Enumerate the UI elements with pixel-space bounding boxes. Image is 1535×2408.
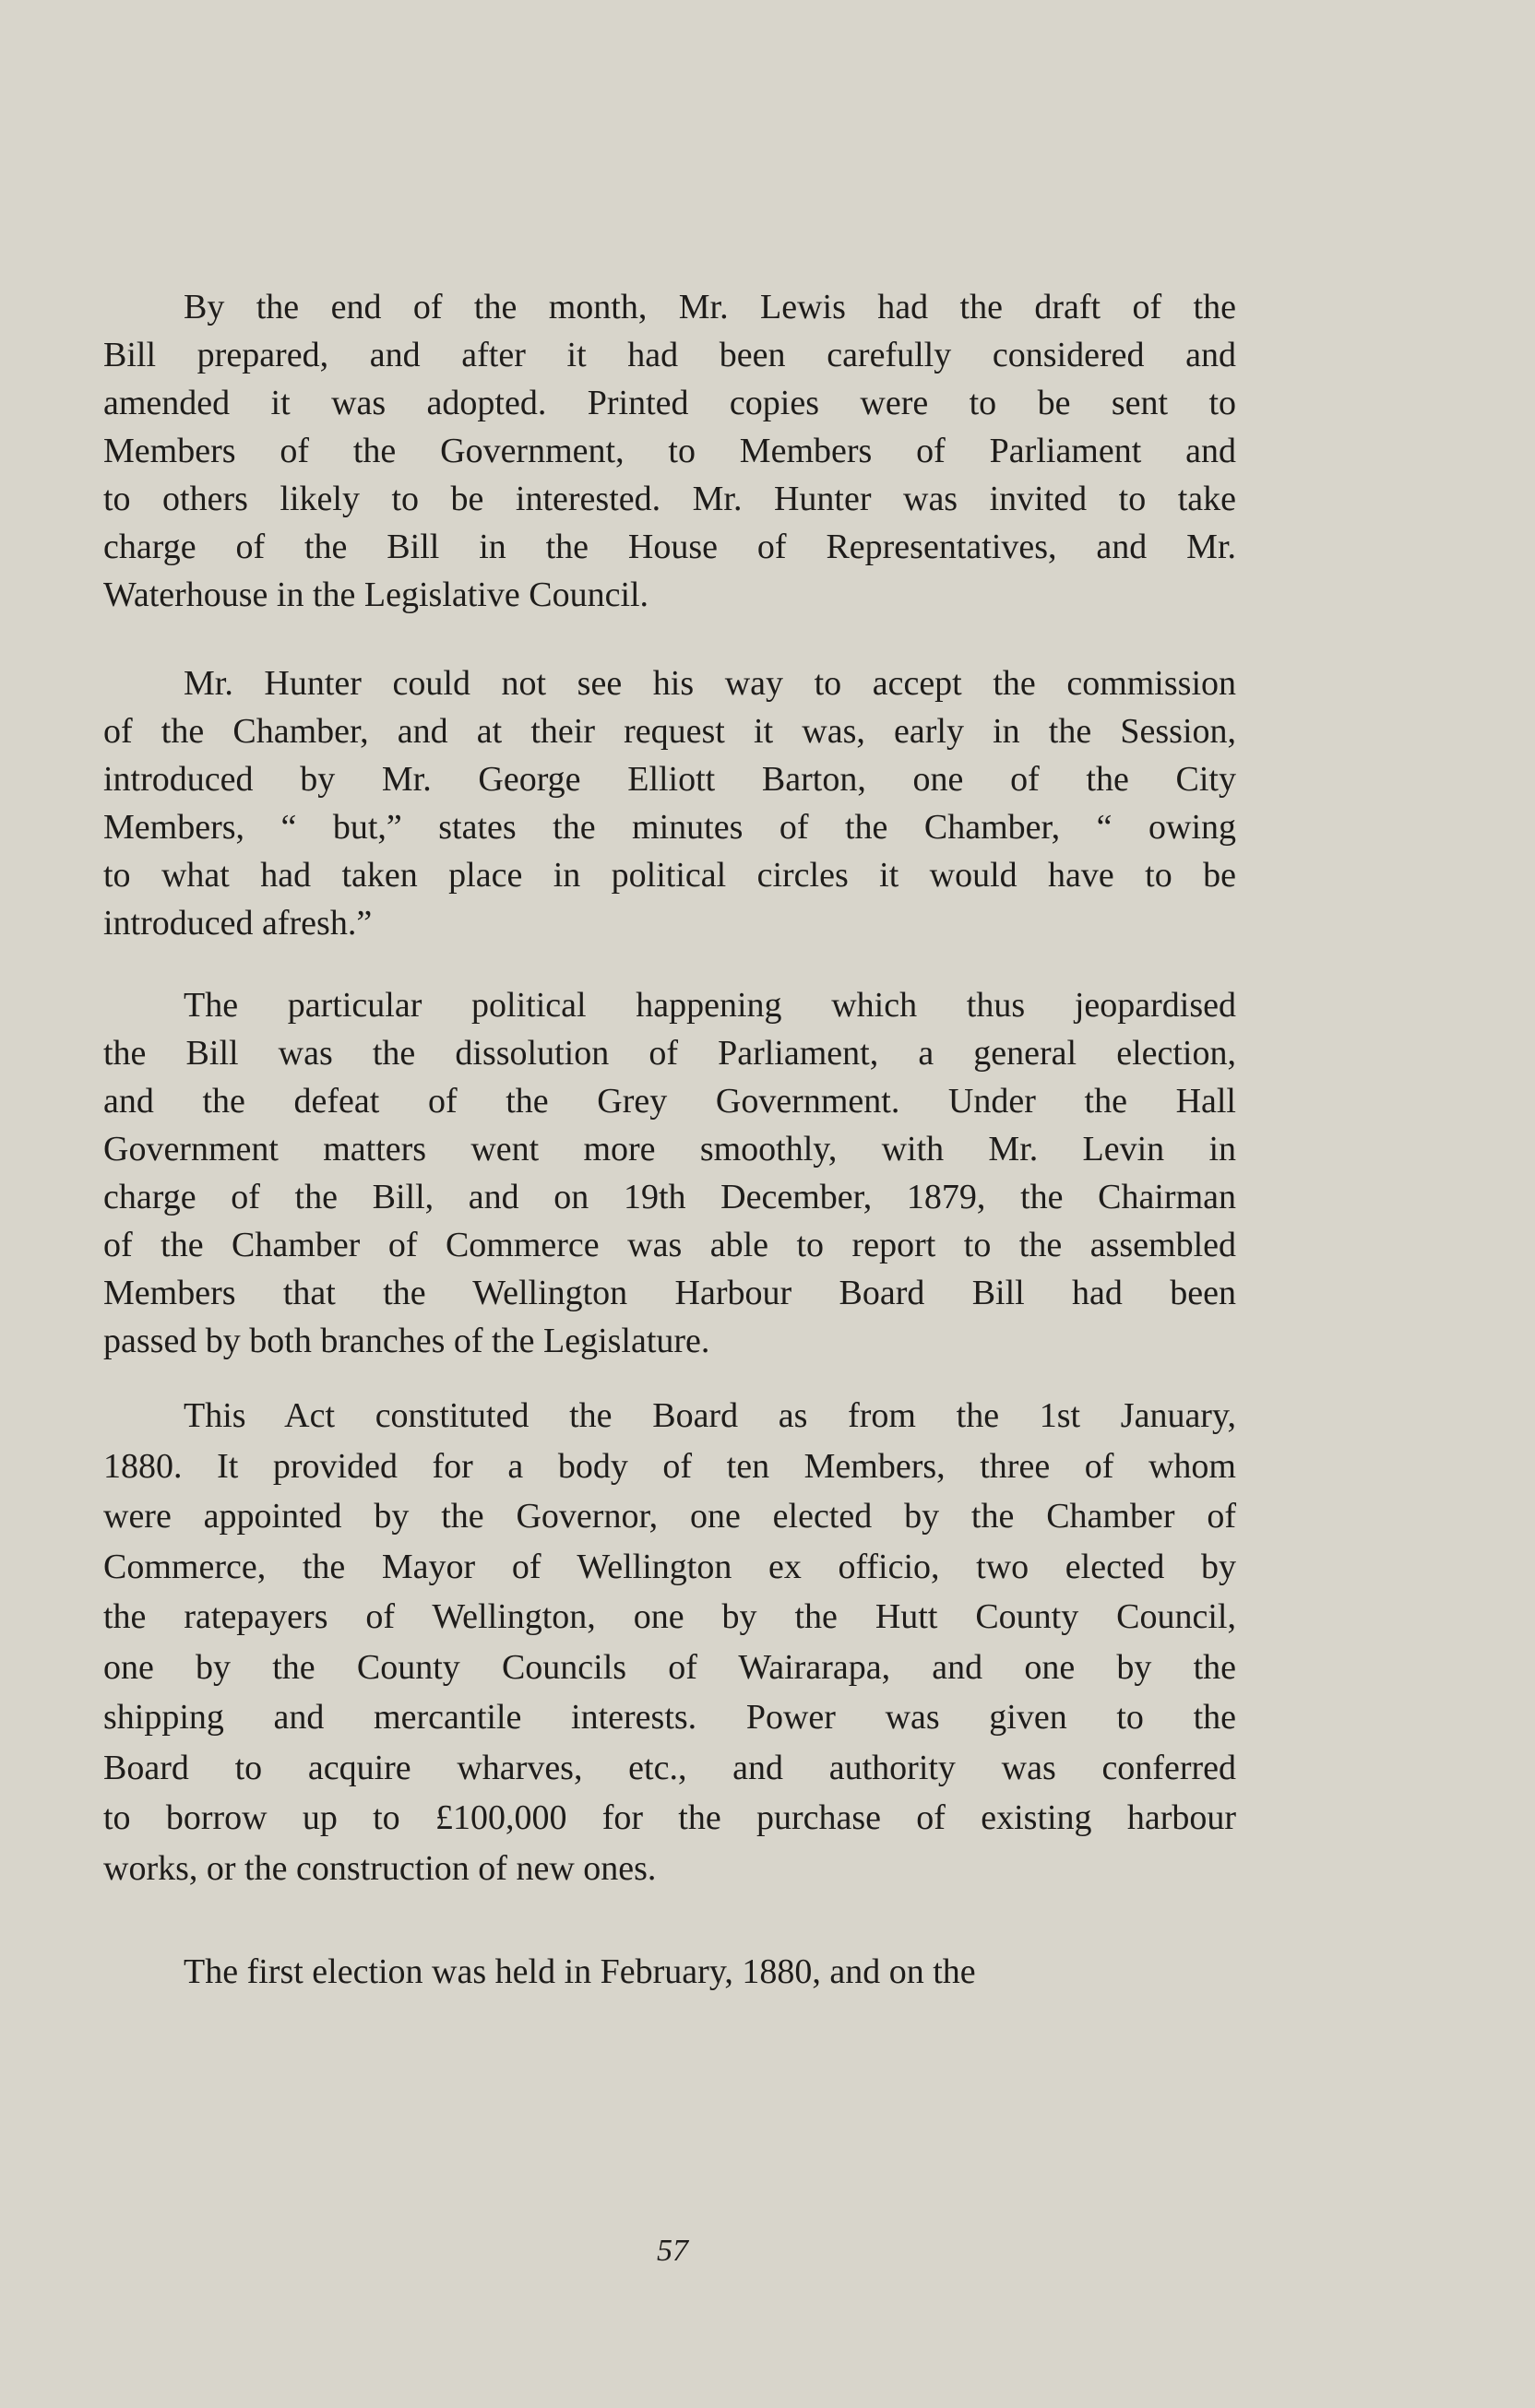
text-line: The particular political happening which thus jeopardised (184, 986, 1236, 1025)
text-line: 1880. It provided for a body of ten Members, three of whom (103, 1446, 1236, 1486)
text-line: of the Chamber, and at their request it was, early in the Session, (103, 712, 1236, 751)
text-line: Members, “ but,” states the minutes of the Chamber, “ owing (103, 808, 1236, 847)
text-line: The first election was held in February, 1880, and on the (184, 1952, 976, 1991)
text-line: Commerce, the Mayor of Wellington ex officio, two elected by (103, 1547, 1236, 1586)
paragraph-2 (103, 659, 1236, 947)
text-line: to borrow up to £100,000 for the purchase of existing harbour (103, 1798, 1236, 1837)
text-line: of the Chamber of Commerce was able to report to the assembled (103, 1226, 1236, 1264)
text-line: charge of the Bill, and on 19th December, 1879, the Chairman (103, 1178, 1236, 1216)
text-line: amended it was adopted. Printed copies were to be sent to (103, 384, 1236, 422)
text-line: Bill prepared, and after it had been carefully considered and (103, 336, 1236, 374)
paragraph-5 (103, 1948, 1236, 1996)
text-line: introduced by Mr. George Elliott Barton, one of the City (103, 760, 1236, 799)
text-line: Waterhouse in the Legislative Council. (103, 575, 649, 614)
text-line: and the defeat of the Grey Government. Under the Hall (103, 1082, 1236, 1121)
text-line: passed by both branches of the Legislature. (103, 1322, 710, 1360)
text-line: Members that the Wellington Harbour Board Bill had been (103, 1274, 1236, 1312)
text-line: charge of the Bill in the House of Representatives, and Mr. (103, 528, 1236, 566)
text-line: introduced afresh.” (103, 904, 373, 943)
text-line: the ratepayers of Wellington, one by the Hutt County Council, (103, 1597, 1236, 1636)
paragraph-1 (103, 283, 1236, 619)
text-line: shipping and mercantile interests. Power was given to the (103, 1698, 1236, 1737)
text-line: This Act constituted the Board as from the 1st January, (184, 1396, 1236, 1435)
paragraph-3 (103, 981, 1236, 1365)
text-line: the Bill was the dissolution of Parliament, a general election, (103, 1034, 1236, 1073)
text-line: to what had taken place in political circles it would have to be (103, 856, 1236, 895)
text-line: were appointed by the Governor, one elected by the Chamber of (103, 1497, 1236, 1536)
text-line: one by the County Councils of Wairarapa, and one by the (103, 1647, 1236, 1687)
text-line: Mr. Hunter could not see his way to accept the commission (184, 664, 1236, 703)
text-line: works, or the construction of new ones. (103, 1848, 657, 1888)
text-line: By the end of the month, Mr. Lewis had the draft of the (184, 288, 1236, 326)
page-number: 57 (657, 2234, 688, 2268)
text-line: Members of the Government, to Members of Parliament and (103, 432, 1236, 470)
text-line: Government matters went more smoothly, with Mr. Levin in (103, 1130, 1236, 1168)
text-line: Board to acquire wharves, etc., and authority was conferred (103, 1748, 1236, 1787)
paragraph-4 (103, 1391, 1236, 1893)
text-line: to others likely to be interested. Mr. Hunter was invited to take (103, 480, 1236, 518)
